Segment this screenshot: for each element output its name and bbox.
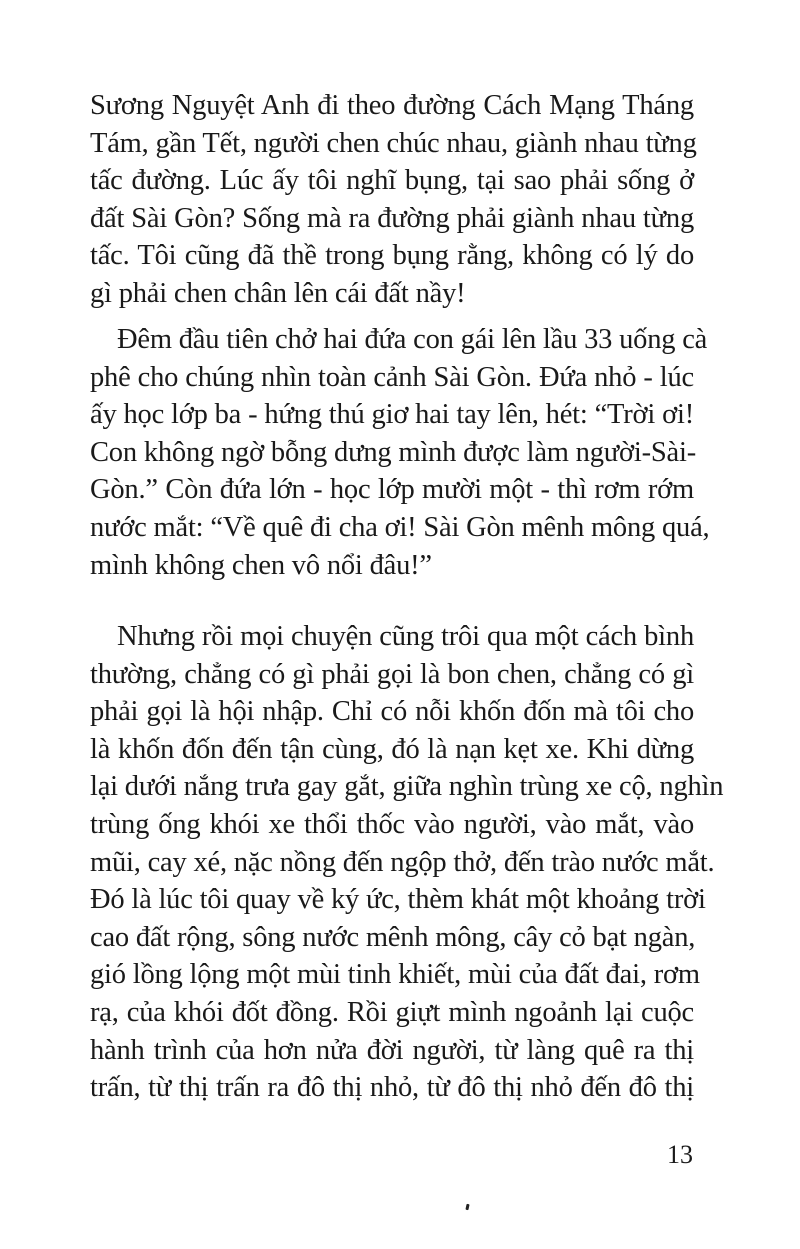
page-number: 13 [667, 1140, 693, 1169]
text-line: lại dưới nắng trưa gay gắt, giữa nghìn trùng xe cộ, nghìn [90, 771, 724, 803]
text-line: thường, chẳng có gì phải gọi là bon chen, chẳng có gì [90, 658, 694, 690]
text-line: Gòn.” Còn đứa lớn - học lớp mười một - thì rơm rớm [90, 474, 694, 506]
text-line: là khốn đốn đến tận cùng, đó là nạn kẹt xe. Khi dừng [90, 733, 694, 765]
paragraph-1 [90, 87, 697, 313]
text-line: phê cho chúng nhìn toàn cảnh Sài Gòn. Đứa nhỏ - lúc [90, 361, 694, 393]
text-line: Tám, gần Tết, người chen chúc nhau, giành nhau từng [90, 127, 697, 159]
text-line: trấn, từ thị trấn ra đô thị nhỏ, từ đô thị nhỏ đến đô thị [90, 1072, 694, 1104]
text-line: Con không ngờ bỗng dưng mình được làm người-Sài- [90, 436, 697, 468]
paragraph-3 [90, 618, 724, 1107]
text-line: Đêm đầu tiên chở hai đứa con gái lên lầu 33 uống cà [117, 324, 708, 355]
text-line: Nhưng rồi mọi chuyện cũng trôi qua một cách bình [117, 621, 694, 652]
text-line: Đó là lúc tôi quay về ký ức, thèm khát một khoảng trời [90, 884, 706, 916]
text-line: rạ, của khói đốt đồng. Rồi giựt mình ngoảnh lại cuộc [90, 996, 694, 1028]
scan-speck [465, 1204, 469, 1210]
text-line: ấy học lớp ba - hứng thú giơ hai tay lên, hét: “Trời ơi! [90, 399, 694, 431]
text-line: đất Sài Gòn? Sống mà ra đường phải giành nhau từng [90, 202, 694, 234]
text-line: Sương Nguyệt Anh đi theo đường Cách Mạng Tháng [90, 90, 694, 121]
paragraph-2 [90, 321, 710, 584]
text-line: mũi, cay xé, nặc nồng đến ngộp thở, đến trào nước mắt. [90, 846, 715, 878]
text-line: trùng ống khói xe thổi thốc vào người, vào mắt, vào [90, 808, 694, 840]
text-line: nước mắt: “Về quê đi cha ơi! Sài Gòn mênh mông quá, [90, 511, 710, 543]
text-line: gì phải chen chân lên cái đất nầy! [90, 277, 466, 309]
text-line: hành trình của hơn nửa đời người, từ làng quê ra thị [90, 1034, 694, 1066]
text-line: cao đất rộng, sông nước mênh mông, cây cỏ bạt ngàn, [90, 921, 696, 953]
text-line: phải gọi là hội nhập. Chỉ có nỗi khốn đốn mà tôi cho [90, 696, 694, 728]
text-line: gió lồng lộng một mùi tinh khiết, mùi của đất đai, rơm [90, 959, 700, 991]
text-line: tấc đường. Lúc ấy tôi nghĩ bụng, tại sao phải sống ở [90, 165, 694, 197]
text-line: mình không chen vô nổi đâu!” [90, 549, 432, 581]
text-line: tấc. Tôi cũng đã thề trong bụng rằng, không có lý do [90, 240, 694, 272]
